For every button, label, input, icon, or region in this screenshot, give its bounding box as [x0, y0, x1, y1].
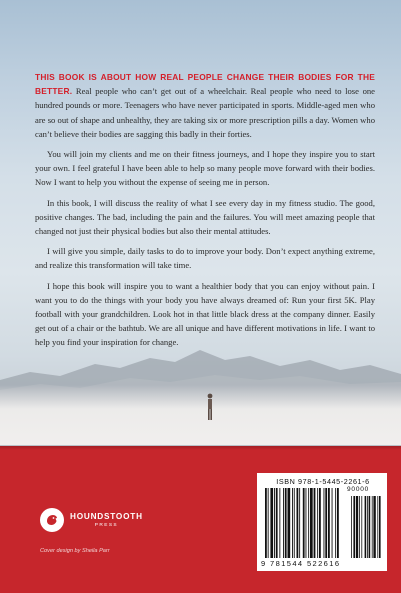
- barcode-bar: [335, 488, 336, 558]
- barcode-bar: [353, 496, 355, 558]
- barcode-bar: [337, 488, 339, 558]
- barcode-digits: 9 781544 522616: [261, 559, 341, 568]
- cover-credit: Cover design by Sheila Parr: [40, 548, 110, 554]
- blurb-paragraph: In this book, I will discuss the reality of what I see every day in my fitness studio. The good, positive changes. The bad, including the pain and the failures. You will meet amazing people that changed not just their physical bodies but also their mental attitudes.: [35, 197, 375, 237]
- barcode-bar: [283, 488, 284, 558]
- barcode-bar: [367, 496, 368, 558]
- barcode-bar: [276, 488, 278, 558]
- barcode-bar: [306, 488, 307, 558]
- barcode-bar: [356, 496, 358, 558]
- barcode-bar: [319, 488, 321, 558]
- barcode-bar: [274, 488, 275, 558]
- barcode-bar: [359, 496, 360, 558]
- isbn-label: ISBN 978-1-5445-2261-6: [276, 477, 370, 486]
- publisher-wordmark: [70, 512, 143, 529]
- barcode-bar: [377, 496, 378, 558]
- barcode-bar: [288, 488, 291, 558]
- barcode-bar: [365, 496, 367, 558]
- barcode-bar: [299, 488, 300, 558]
- band-shadow: [0, 446, 401, 450]
- barcode-bar: [373, 496, 375, 558]
- back-cover-blurb: [35, 70, 375, 356]
- price-code: 90000: [347, 486, 370, 493]
- barcode-bar: [270, 488, 273, 558]
- barcode-bar: [351, 496, 352, 558]
- barcode-bars: [263, 488, 381, 560]
- barcode-bar: [372, 496, 373, 558]
- barcode-bar: [310, 488, 313, 558]
- desert-ground: [0, 385, 401, 445]
- publisher-sub: PRESS: [94, 522, 119, 528]
- publisher-logo: [40, 505, 143, 535]
- barcode-bar: [297, 488, 299, 558]
- barcode-bar: [369, 496, 371, 558]
- barcode-bar: [265, 488, 267, 558]
- barcode-bar: [361, 496, 362, 558]
- barcode-bar: [292, 488, 293, 558]
- barcode-bar: [285, 488, 287, 558]
- barcode-bar: [279, 488, 280, 558]
- barcode-bar: [328, 488, 330, 558]
- isbn-barcode: [257, 473, 387, 571]
- barcode-bar: [379, 496, 381, 558]
- barcode-bar: [314, 488, 316, 558]
- barcode-bar: [324, 488, 325, 558]
- barcode-bar: [332, 488, 333, 558]
- blurb-paragraph: [35, 70, 375, 141]
- barcode-bar: [325, 488, 327, 558]
- barcode-bar: [294, 488, 295, 558]
- barcode-bar: [317, 488, 318, 558]
- runner-figure-image: [205, 392, 215, 422]
- blurb-lead-in: THIS BOOK IS ABOUT HOW REAL PEOPLE CHANGE THEIR BODIES FOR THE BETTER.: [35, 72, 375, 97]
- hound-head-icon: [40, 508, 64, 532]
- barcode-bar: [303, 488, 305, 558]
- blurb-text: Real people who can’t get out of a wheelchair. Real people who need to lose one hundred pounds or more. Teenagers who have never participated in sports. Middle-aged men who are so out of shape and unhealthy, they are taking six or more prescription pills a day. Women who can’t believe their bodies are sagging this badly in their forties.: [35, 86, 375, 139]
- publisher-name: HOUNDSTOOTH: [70, 511, 143, 521]
- barcode-bar: [268, 488, 269, 558]
- blurb-paragraph: You will join my clients and me on their fitness journeys, and I hope they inspire you to start your own. I feel grateful I have been able to help so many people move forward with their bodies. Now I want to help you without the expense of seeing me in person.: [35, 149, 375, 188]
- barcode-bar: [308, 488, 309, 558]
- blurb-paragraph: I hope this book will inspire you to want a healthier body that you can enjoy without pain. I want you to do the things with your body you have always dreamed of: Run your first 5K. Play football with your grandchildren. Look hot in that little black dress at the company dinner. Easily get out of a chair or the bathtub. We are all unique and have different motivations in life. I want to help you find your inspiration for change.: [35, 280, 375, 348]
- blurb-paragraph: I will give you simple, daily tasks to do to improve your body. Don’t expect anything extreme, and realize this transformation will take time.: [35, 246, 375, 271]
